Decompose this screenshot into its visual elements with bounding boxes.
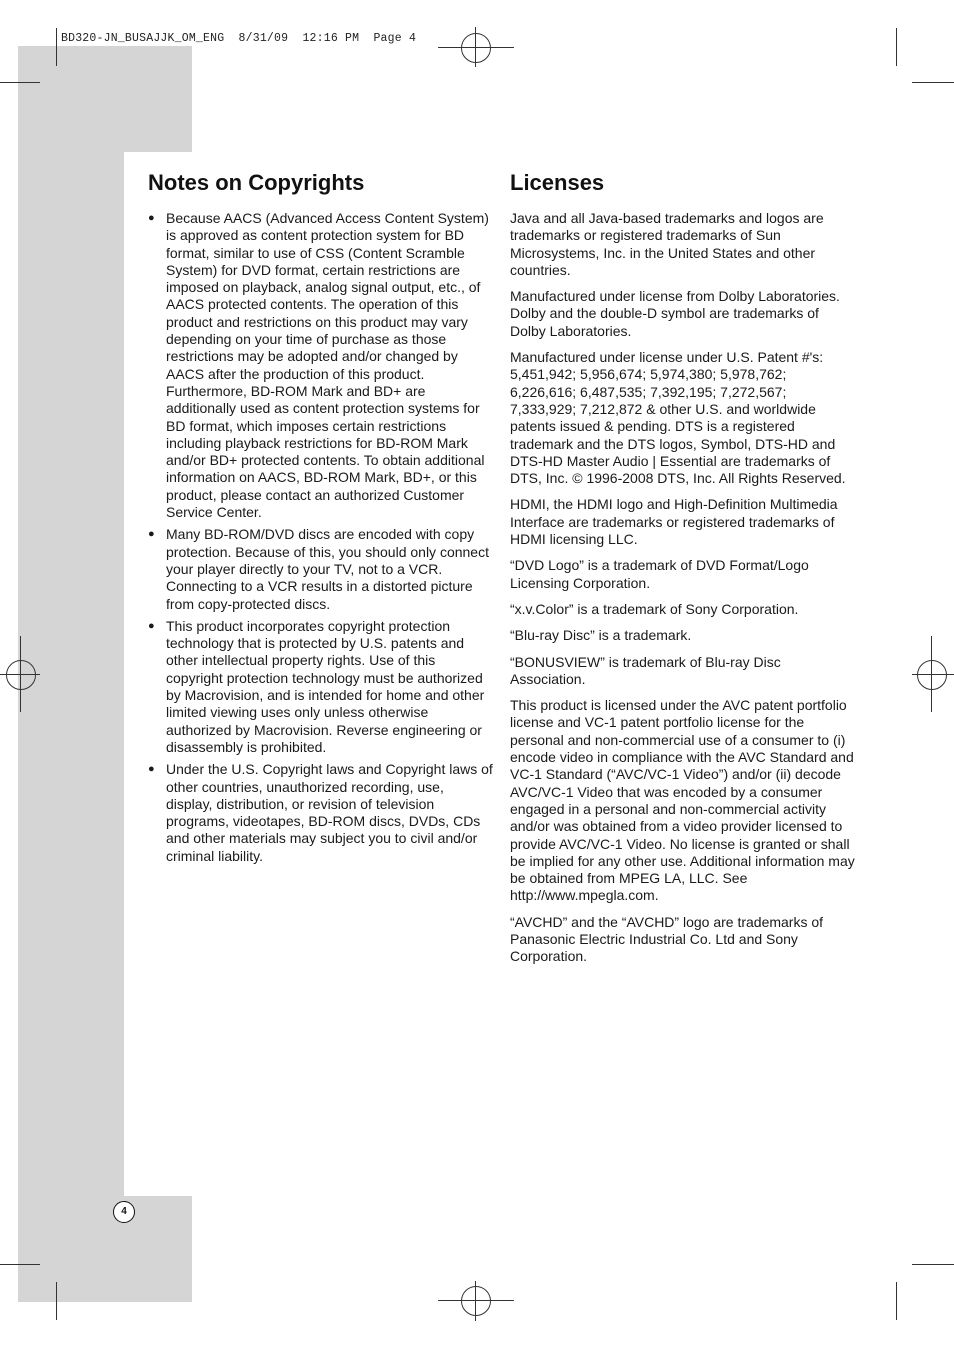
bullet-icon: ● (148, 528, 155, 541)
crop-mark (0, 82, 40, 83)
copyrights-section (148, 170, 493, 870)
gray-band-left (18, 152, 124, 1302)
license-paragraph: “x.v.Color” is a trademark of Sony Corporation. (510, 600, 799, 617)
list-item-text: Many BD-ROM/DVD discs are encoded with copy protection. Because of this, you should only connect your player directly to your TV, not to a VCR. Connecting to a VCR results in a distorted picture from copy-protected discs. (166, 526, 489, 612)
copyrights-list (148, 210, 493, 865)
license-paragraph: “AVCHD” and the “AVCHD” logo are trademarks of Panasonic Electric Industrial Co. Ltd and Sony Corporation. (510, 913, 824, 965)
crop-mark (912, 82, 954, 83)
bullet-icon: ● (148, 763, 155, 776)
crop-mark (896, 1282, 897, 1320)
registration-line (438, 1300, 514, 1301)
license-paragraph: “Blu-ray Disc” is a trademark. (510, 627, 692, 644)
license-paragraph: Manufactured under license from Dolby Laboratories. Dolby and the double-D symbol are trademarks of Dolby Laboratories. (510, 288, 840, 339)
registration-line (475, 1281, 476, 1321)
license-paragraph: “BONUSVIEW” is trademark of Blu-ray Disc Association. (510, 653, 781, 687)
list-item-text: Under the U.S. Copyright laws and Copyright laws of other countries, unauthorized recording, use, display, distribution, or revision of television programs, videotapes, BD-ROM discs, DVDs, CDs and other materials may subject you to civil and/or criminal liability. (166, 761, 493, 864)
crop-mark (0, 1264, 40, 1265)
license-paragraph: Manufactured under license under U.S. Patent #'s: 5,451,942; 5,956,674; 5,974,380; 5,978,762; 6,226,616; 6,487,535; 7,392,195; 7,272,567; 7,333,929; 7,212,872 & other U.S. and worldwide patents issued & pending. DTS is a registered trademark and the DTS logos, Symbol, DTS-HD and DTS-HD Master Audio | Essential are trademarks of DTS, Inc. © 1996-2008 DTS, Inc. All Rights Reserved. (510, 349, 846, 487)
print-slug: BD320-JN_BUSAJJK_OM_ENG 8/31/09 12:16 PM Page 4 (61, 32, 417, 45)
bullet-icon: ● (148, 619, 155, 632)
crop-mark (56, 1282, 57, 1320)
registration-line (912, 674, 954, 675)
licenses-section (510, 170, 855, 975)
crop-mark (912, 1264, 954, 1265)
registration-circle (461, 1286, 491, 1316)
registration-line (20, 636, 21, 712)
copyrights-title: Notes on Copyrights (148, 170, 365, 195)
registration-line (475, 27, 476, 67)
registration-line (438, 47, 514, 48)
license-paragraph: Java and all Java-based trademarks and logos are trademarks or registered trademarks of Sun Microsystems, Inc. in the United States and other countries. (510, 210, 824, 278)
list-item-text: Because AACS (Advanced Access Content System) is approved as content protection system for BD format, similar to use of CSS (Content Scramble System) for DVD format, certain restrictions are imposed on playback, analog signal output, etc., of AACS protected contents. The operation of this product and restrictions on this product may vary depending on your time of purchase as those restrictions may be adopted and/or changed by AACS after the production of this product. (166, 210, 489, 382)
license-paragraph: This product is licensed under the AVC patent portfolio license and VC-1 patent portfolio license for the personal and non-commercial use of a consumer to (i) encode video in compliance with the AVC Standard and VC-1 Standard (“AVC/VC-1 Video”) and/or (ii) decode AVC/VC-1 Video that was encoded by a consumer engaged in a personal and non-commercial activity and/or was obtained from a video provider licensed to provide AVC/VC-1 Video. No license is granted or shall be implied for any other use. Additional information may be obtained from MPEG LA, LLC. See http://www.mpegla.com. (510, 697, 855, 904)
list-item (148, 210, 493, 521)
page-number: 4 (113, 1201, 135, 1223)
license-paragraph: HDMI, the HDMI logo and High-Definition Multimedia Interface are trademarks or registered trademarks of HDMI licensing LLC. (510, 496, 838, 548)
license-paragraph: “DVD Logo” is a trademark of DVD Format/Logo Licensing Corporation. (510, 557, 809, 591)
licenses-title: Licenses (510, 170, 605, 195)
list-item-text: Furthermore, BD-ROM Mark and BD+ are additionally used as content protection systems for BD format, which imposes certain restrictions including playback restrictions for BD-ROM Mark and/or BD+ protected contents. To obtain additional information on AACS, BD-ROM Mark, BD+, or this product, please contact an authorized Customer Service Center. (166, 382, 485, 521)
list-item-text: This product incorporates copyright protection technology that is protected by U.S. patents and other intellectual property rights. Use of this copyright protection technology must be authorized by Macrovision, and is intended for home and other limited viewing uses only unless otherwise authorized by Macrovision. Reverse engineering or disassembly is prohibited. (166, 617, 485, 755)
registration-circle (6, 660, 36, 690)
list-item (148, 526, 493, 612)
registration-circle (917, 660, 947, 690)
registration-circle (461, 33, 491, 63)
registration-line (931, 636, 932, 712)
list-item (148, 618, 493, 756)
bullet-icon: ● (148, 212, 155, 224)
gray-band-top (18, 46, 192, 152)
crop-mark (896, 28, 897, 66)
list-item (148, 761, 493, 865)
crop-mark (56, 28, 57, 66)
